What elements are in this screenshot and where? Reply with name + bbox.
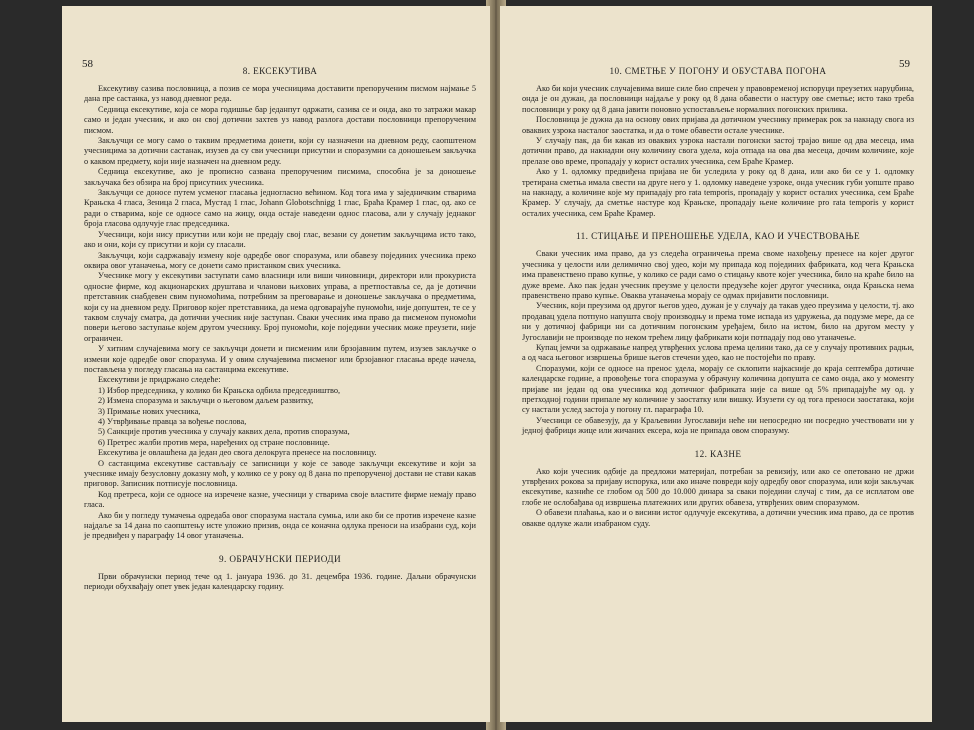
paragraph: Закључци, који садржавају измену које одредбе овог споразума, или обавезу појединих учесника преко оквира овог утаначења, могу се донети само пристанком свих учесника. (84, 250, 476, 270)
list-item: 2) Измена споразума и закључци о његовом даљем развитку, (98, 396, 314, 406)
list-item: 5) Санкције против учесника у случају каквих дела, против споразума, (98, 427, 350, 437)
paragraph: Купац јемчи за одржавање напред утврђених услова према целини тако, да се у случају противних радњи, а од часа његовог извршења брише његов стечени удео, као не постојећи по праву. (522, 342, 914, 363)
paragraph: Ексекутива је овлашћена да један део свога делокруга пренесе на пословницу. (98, 448, 377, 458)
paragraph: Ексекутиву сазива пословница, а позив се мора учесницима доставити препорученим писмом најмање 5 дана пре састанка, уз навод дневног реда. (84, 84, 476, 104)
paragraph: Ексекутиви је придржано следеће: (98, 375, 221, 385)
section-title-11: 11. СТИЦАЊЕ И ПРЕНОШЕЊЕ УДЕЛА, КАО И УЧЕСТВОВАЊЕ (576, 231, 860, 242)
paragraph: Ако би у погледу тумачења одредаба овог споразума настала сумња, или ако би се против изречене казне најдаље за 14 дана по саопштењу исте уложио призив, онда се коначна одлука преноси на изабрани суд, који је предвиђен у параграфу 14 овог утаначења. (84, 510, 476, 541)
paragraph: Споразуми, који се односе на пренос удела, морају се склопити најкасније до краја септембра дотичне календарске године, а провођење тога споразума у обрачуну количина допушта се само онда, ако у моменту пријаве ни један од ова учесника код дотичног фабриката није са више од 5% припадајуће му од. у претходној години припале му количине у заостатку или вишку. Изузети су од тога преноси заостатака, који су настали услед застоја у погону гл. параграфа 10. (522, 363, 914, 415)
list-item: 6) Претрес жалби против мера, наређених од стране пословнице. (98, 437, 330, 447)
paragraph: Учесници се обавезују, да у Краљевини Југославији неће ни непосредно ни посредно учествовати ни у једној фабрици жице или жичаних ексера, која не припада овом споразуму. (522, 415, 914, 436)
right-page (500, 6, 932, 722)
section-title-12: 12. КАЗНЕ (694, 448, 742, 459)
paragraph: О састанцима ексекутиве састављају се записници у које се заводе закључци ексекутиве и који за учеснике имају безусловну доказну моћ, у колико се у року од 8 дана по препорученој достави не стави какав приговор. Записник потписује пословница. (84, 458, 476, 489)
paragraph: О обавези плаћања, као и о висини истог одлучује ексекутива, а дотични учесник има право, да се против овакве одлуке жали изабраном суду. (522, 508, 914, 528)
page-number-left: 58 (82, 58, 93, 70)
list-item: 4) Утврђивање правца за вођење послова, (98, 417, 247, 426)
paragraph: Ако би који учесник случајевима више силе био спречен у правовременој испоруци преузетих наруџбина, онда је он дужан, да пословници најдаље у року од 8 дана обавести о настуру ове сметње; исто тако треба пословници у року од 8 дана јавити поновно успостављење нормалних погонских прилика. (522, 84, 914, 114)
paragraph: Учесници, који нису присутни или који не предају свој глас, везани су донетим закључцима исто тако, ако и они, који су присутни и који су гласали. (84, 229, 476, 250)
paragraph: Први обрачунски период тече од 1. јануара 1936. до 31. децембра 1936. године. Даљни обрачунски периоди обухвађају опет увек један календарску годину. (84, 571, 476, 592)
page-number-right: 59 (899, 58, 910, 70)
section-title-9: 9. ОБРАЧУНСКИ ПЕРИОДИ (218, 553, 342, 564)
paragraph: Седница ексекутиве, која се мора годишње бар једанпут одржати, сазива се и онда, ако то затражи макар само и један учесник, и ако он свој дотични захтев уз навод разлога достави пословници препорученим писмом. (84, 104, 476, 135)
paragraph: Закључци се могу само о таквим предметима донети, који су назначени на дневном реду, саопштеном учесницима за дотични састанак, изузев да су сви учесници присутни и споразумни са доношењем закључка о каквом предмету, који није назначен на дневном реду. (84, 136, 476, 166)
paragraph: Сваки учесник има право, да уз следећа ограничења према своме нахођењу пренесе на којег другог учесника у целости или делимично свој удео, који му припада код појединих фабриката, код чега Крањска има правенствено право купње, у колико се ради само о стицању квоте којег учесника, било на краће било на дуже време. Ако пак један учесник преузме у целости предузеће којег другог учесника, онда Крањска нема правенствено право купње. Оваква утаначења морају се одмах пријавити пословници. (522, 249, 914, 300)
paragraph: Ако у 1. одломку предвиђена пријава не би уследила у року од 8 дана, или ако би се у 1. одломку третирана сметња имала свести на друге него у 1. одломку наведене узроке, онда учесник губи уопште право на накнаду, а количине које му припадају pro rata temporis, пропадају у корист осталих учесника, сем Браће Крамер. У случају, да сметње настуре код Крањске, пропадају њене количине pro rata temporis у корист осталих учесника, сем Браће Крамер. (522, 167, 914, 218)
paragraph: У хитним случајевима могу се закључци донети и писменим или брзојавним путем, изузев закључке о измени које одредбе овог споразума. И у овим случајевима писменог или брзојавног гласања вреде начела, постављена у погледу гласања на састанцима ексекутиве. (84, 344, 476, 374)
left-page (62, 6, 490, 722)
paragraph: Учесник, који преузима од другог његов удео, дужан је у случају да такав удео преузима у целости, тј. ако продавац удела потпуно напушта своју производњу и према томе испада из удружења, да подузме мере, да се ни у дотичној фабрици ни са дотичним погонским уређајем, било на истом, било на другом месту у Југославији не производе по неком трећем лицу фабрикати који потпадају под ово утаначење. (522, 301, 914, 342)
list-item: 3) Примање нових учесника, (98, 406, 201, 416)
paragraph: Учеснике могу у ексекутиви заступати само власници или виши чиновници, директори или прокуриста односне фирме, код акционарских друштава и чланови њихових управа, а претпоставља се, да је дотични претставник снабдевен свим пуномоћима, потребним за преговарање и доношење закључака о предметима, који су на дневном реду. Приговор којег претставника, да нема одговарајуће пуномоћи, није допуштен, те се у таквом случају сматра, да дотични учесник није заступан. Сваки учесник има право да писменом пуномоћи повери његово заступање којем другом учеснику. Број пуномоћи, које поједини учесник може преузети, није ограничен. (84, 271, 476, 343)
paragraph: Пословница је дужна да на основу ових пријава да дотичном учеснику примерак рок за накнаду свога из оваквих узрока насталог заостатка, и да о томе обавести остале учеснике. (522, 115, 914, 135)
paragraph: Ако који учесник одбије да предложи материјал, потребан за ревизију, или ако се опетовано не држи утврђених рокова за пријаву испорука, или ако иначе повреди коју одредбу овог споразума, или који закључак ексекутиве, казниће се глобом од 500 до 10.000 динара за сваки поједини случај с тим, да се исплатом ове глобе не ослобађава од извршења платежних или других обавеза, утврђених овим споразумом. (522, 466, 914, 507)
paragraph: Код претреса, који се односе на изречене казне, учесници у стварима своје властите фирме немају право гласа. (84, 489, 476, 510)
paragraph: У случају пак, да би какав из оваквих узрока настали погонски застој трајао више од два месеца, има дотични право, да накнадни ону количину свога удела, која отпада на ова два месеца, дочим количине, које прелазе ово време, пропадају у корист осталих учесника, сем Браће Крамер. (522, 136, 914, 166)
section-title-8: 8. ЕКСЕКУТИВА (242, 66, 318, 76)
paragraph: Седница ексекутиве, ако је прописно сазвана препорученим писмима, способна је за доношење закључака без обзира на број присутних учесника. (84, 167, 476, 187)
list-item: 1) Избор председника, у колико би Крањска одбила председништво, (98, 385, 341, 395)
section-title-10: 10. СМЕТЊЕ У ПОГОНУ И ОБУСТАВА ПОГОНА (609, 66, 827, 76)
paragraph: Закључци се доносе путем усменог гласања једногласно већином. Код тога има у заједничким стварима Крањска 4 гласа, Зеница 2 гласа, Мустад 1 глас, Johann Globotschnigg 1 глас, Браћа Крамер 1 глас, од. ако се ради о стварима, које се односе само на жицу, онда остаје наведени однос гласова, али у случају једнаког броја гласова одлучује глас председника. (84, 188, 476, 229)
